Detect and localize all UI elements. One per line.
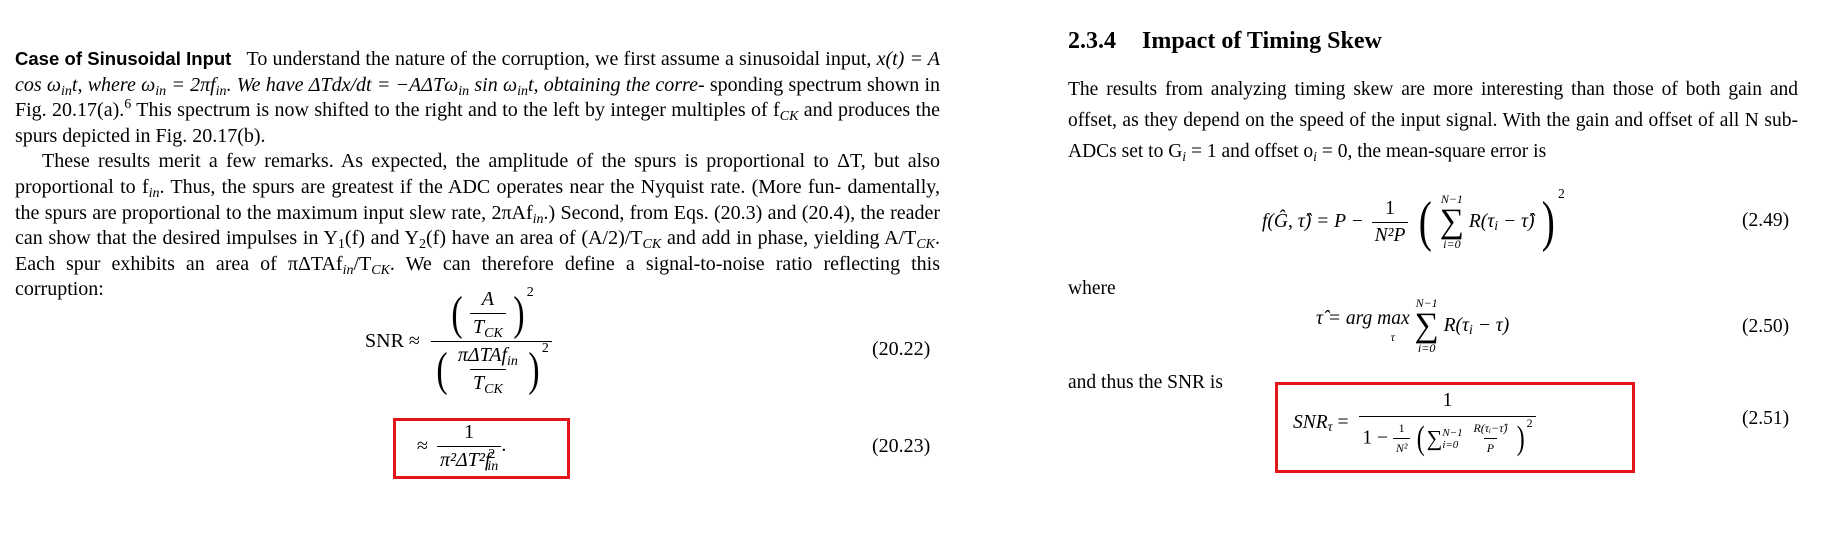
equation-20-23: ≈ $\frac{1}{\pi^2\Delta T^2f^2_{in}}$ . [417, 421, 507, 474]
paragraph-remarks: These results merit a few remarks. As expected, the amplitude of the spurs is proportional to ΔT, but also proportional to $f_{in}$. Thus, the spurs are greatest if the ADC operates near the Nyquist rate. (More fun- damentally, the spurs are proportional to the maximum input slew rate, 2πAf$_{in}$.) Second, from Eqs. (20.3) and (20.4), the reader can show that the desired impulses in $Y_1(f)$ and $Y_2(f)$ have an area of $(A/2)/T_{CK}$ and add in phase, yielding $A/T_{CK}$. Each spur exhibits an area of $\pi\Delta TAf_{in}/T_{CK}$. We can therefore define a signal-to-noise ratio reflecting this corruption: [15, 150, 941, 301]
equation-number-2-50: (2.50) [1742, 316, 1790, 337]
equation-number-2-51: (2.51) [1742, 408, 1790, 429]
section-number: 2.3.4 [1068, 28, 1116, 54]
run-in-heading: Case of Sinusoidal Input [15, 48, 232, 69]
footnote-marker: 6 [124, 97, 132, 113]
equation-number-20-23: (20.23) [872, 435, 931, 457]
equation-2-51: $SNR_\tau$ = 1 1 − $\frac{1}{\text{N²}}$ (∑ N−1 i=0 $\frac{\text{R(τᵢ−τ̂)}}{P}$ ) $^2$ [1293, 390, 1536, 456]
text-and-thus: and thus the SNR is [1068, 372, 1223, 393]
section-title: Impact of Timing Skew [1142, 28, 1382, 54]
text-where: where [1068, 278, 1116, 299]
paragraph-timing-skew: The results from analyzing timing skew are more interesting than those of both gain and offset, as they depend on the speed of the input signal. With the gain and offset of all N sub-ADCs set to $G_i = 1$ and offset $o_i = 0$, the mean-square error is [1068, 79, 1799, 164]
equation-2-50: τ̂ = arg max τ N−1 ∑ i=0 $R(\tau_i - \tau)$ [1316, 296, 1510, 355]
equation-number-20-22: (20.22) [872, 338, 931, 360]
section-heading [1068, 28, 1382, 55]
equation-number-2-49: (2.49) [1742, 210, 1790, 231]
paragraph-sinusoidal-input: Case of Sinusoidal Input To understand the nature of the corruption, we first assume a sinusoidal input, x(t) = A $\cos \omega_{in}t$, where $\omega_{in} = 2\pi f_{in}$. We have ΔTdx/dt = −AΔTω$_{in}$ $\sin \omega_{in}t$, obtaining the corre- sponding spectrum shown in Fig. 20.17(a).$^6$ This spectrum is now shifted to the right and to the left by integer multiples of $f_{CK}$ and produces the spurs depicted in Fig. 20.17(b). [15, 48, 941, 147]
left-column [15, 46, 940, 303]
equation-20-22: SNR ≈ ( $\frac{A}{T_{CK}}$ ) $^2$ ( $\frac{\pi\Delta TAf_{in}}{T_{CK}}$ ) $^2$ [365, 288, 552, 395]
equation-2-49: f(Ĝ, τ̂) = P − $\frac{1}{\text{N²P}}$ ( N−1 ∑ i=0 $R(\tau_i$ − τ̂) ) $^2$ [1262, 186, 1565, 253]
